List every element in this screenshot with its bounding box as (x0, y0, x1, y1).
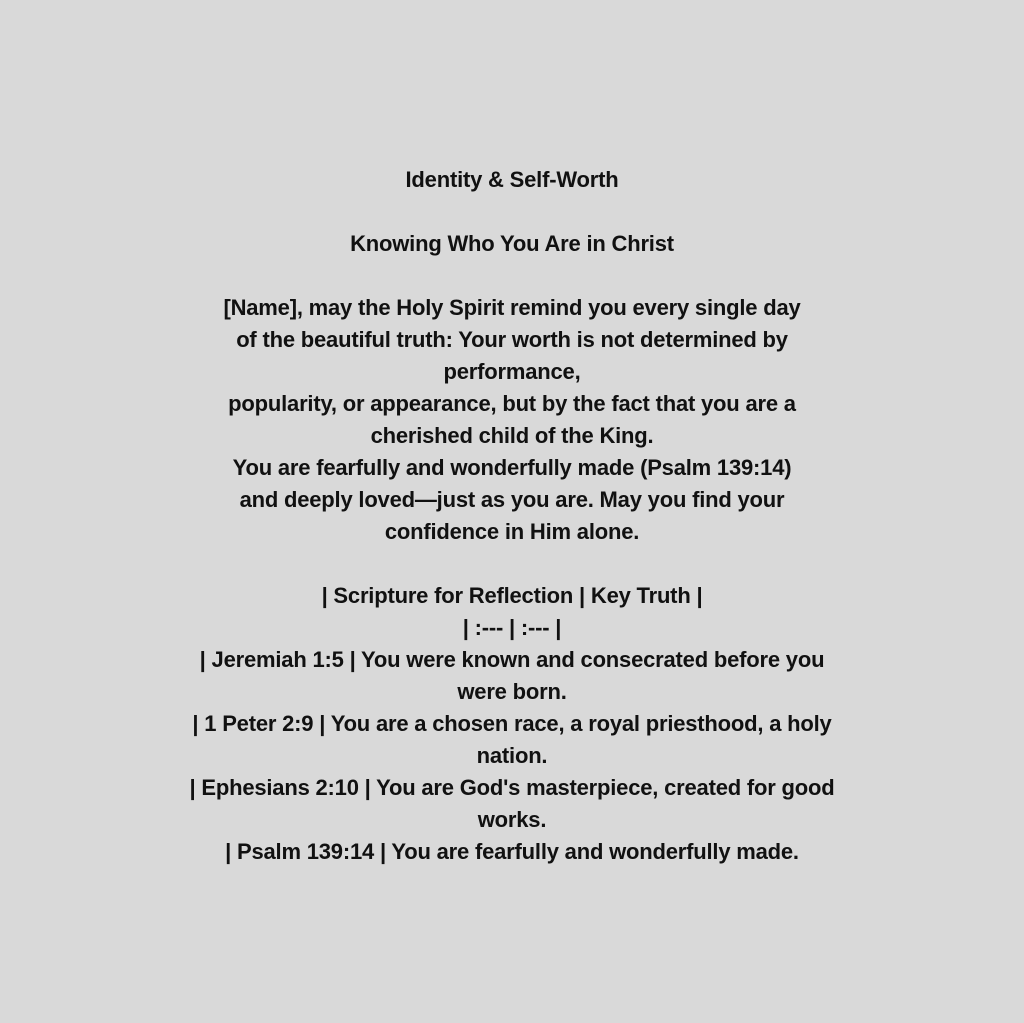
document-subtitle: Knowing Who You Are in Christ (350, 231, 674, 256)
prayer-paragraph (0, 292, 1024, 548)
table-row-line: | 1 Peter 2:9 | You are a chosen race, a royal priesthood, a holy (192, 711, 832, 736)
table-row (0, 836, 1024, 868)
spacer (0, 548, 1024, 580)
table-row-line: | Ephesians 2:10 | You are God's masterpiece, created for good (189, 775, 835, 800)
prayer-line: of the beautiful truth: Your worth is not determined by (236, 327, 788, 352)
table-separator-line: | :--- | :--- | (462, 615, 562, 640)
prayer-line: and deeply loved—just as you are. May you find your (239, 487, 785, 512)
prayer-line: [Name], may the Holy Spirit remind you every single day (223, 295, 801, 320)
table-row-line: works. (477, 807, 547, 832)
spacer (0, 196, 1024, 228)
table-row-line: | Jeremiah 1:5 | You were known and consecrated before you (199, 647, 825, 672)
document-page (0, 164, 1024, 868)
table-row (0, 644, 1024, 708)
table-row-line: were born. (457, 679, 567, 704)
table-header-line: | Scripture for Reflection | Key Truth | (321, 583, 703, 608)
prayer-line: popularity, or appearance, but by the fact that you are a (228, 391, 796, 416)
spacer (0, 260, 1024, 292)
prayer-line: confidence in Him alone. (384, 519, 640, 544)
prayer-line: performance, (443, 359, 581, 384)
document-title: Identity & Self-Worth (405, 167, 619, 192)
scripture-table-raw (0, 580, 1024, 868)
table-row (0, 708, 1024, 772)
table-row-line: | Psalm 139:14 | You are fearfully and wonderfully made. (225, 839, 799, 864)
table-row-line: nation. (476, 743, 548, 768)
prayer-line: You are fearfully and wonderfully made (Psalm 139:14) (232, 455, 792, 480)
table-row (0, 772, 1024, 836)
prayer-line: cherished child of the King. (370, 423, 654, 448)
